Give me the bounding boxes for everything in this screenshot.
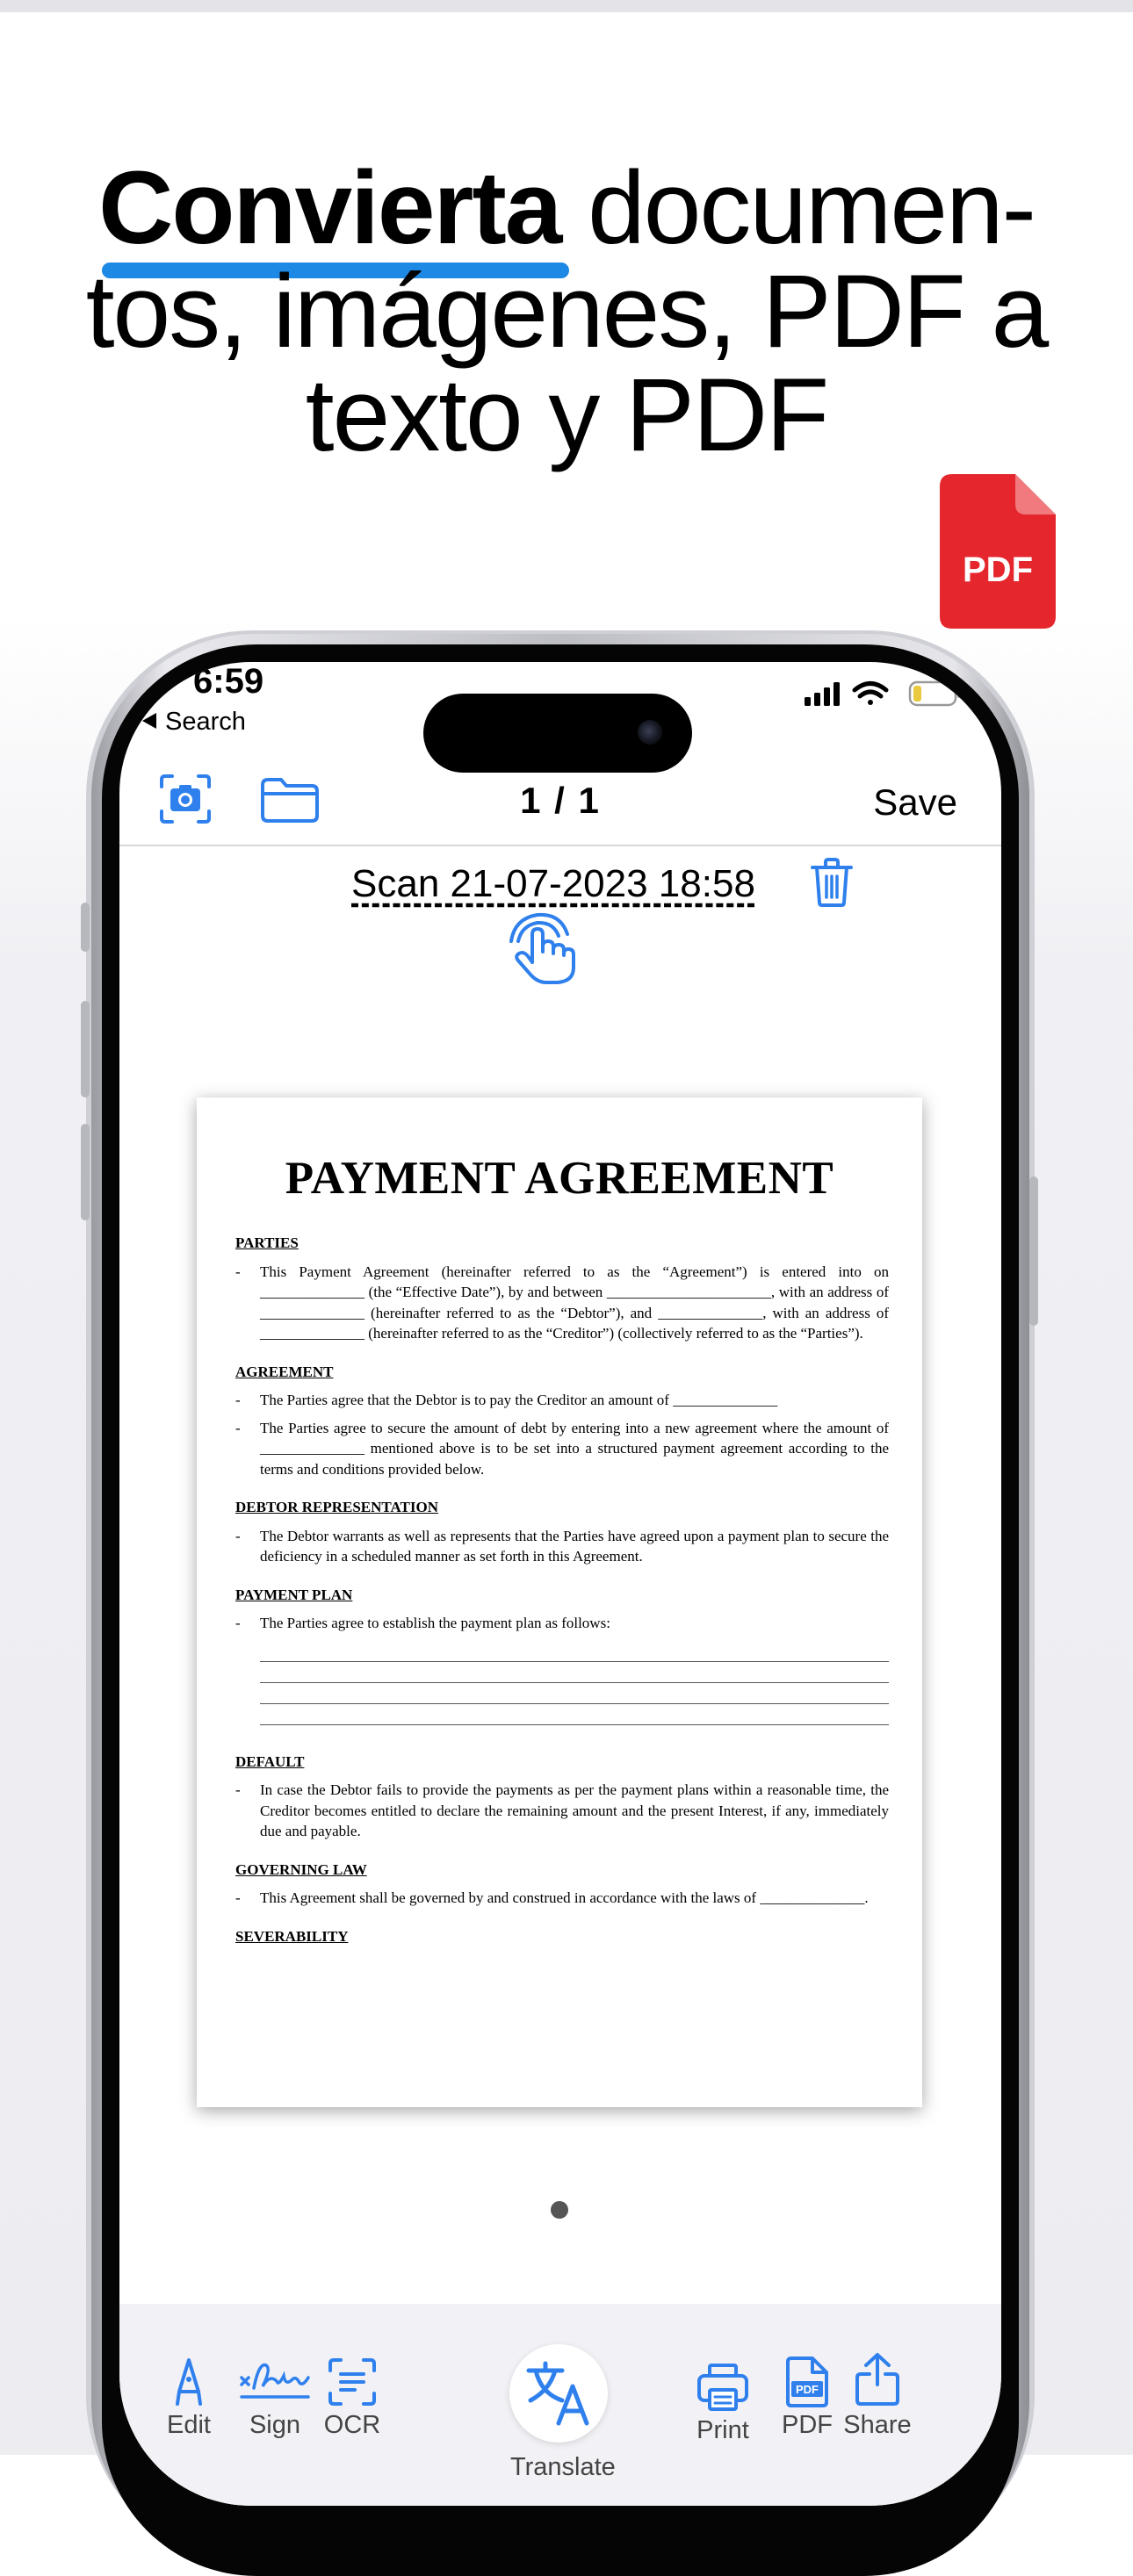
edit-label: Edit xyxy=(167,2411,211,2439)
document-name[interactable]: Scan 21-07-2023 18:58 xyxy=(351,862,755,905)
headline-line-2: tos, imágenes, PDF a xyxy=(85,254,1048,370)
battery-icon xyxy=(910,682,961,705)
ocr-label: OCR xyxy=(323,2411,381,2439)
headline-highlight: Convierta xyxy=(98,150,560,266)
share-button[interactable] xyxy=(829,2351,926,2440)
wifi-icon xyxy=(855,684,886,706)
back-to-search[interactable] xyxy=(142,708,246,737)
ocr-scan-icon xyxy=(327,2357,378,2407)
bottom-toolbar xyxy=(119,2304,1001,2506)
blank-line xyxy=(260,1662,889,1683)
print-label: Print xyxy=(696,2416,749,2444)
phone-volume-down xyxy=(81,1124,90,1220)
section-heading-severability: SEVERABILITY xyxy=(235,1927,349,1945)
front-camera xyxy=(638,720,662,745)
trash-icon[interactable] xyxy=(810,857,854,908)
section-heading-default: DEFAULT xyxy=(235,1752,305,1770)
blank-line xyxy=(260,1641,889,1662)
ocr-button[interactable] xyxy=(304,2357,401,2440)
section-heading-payment-plan: PAYMENT PLAN xyxy=(235,1586,353,1603)
status-time: 6:59 xyxy=(193,662,264,701)
clause-item: - The Parties agree to secure the amount of debt by entering into a new agreement where the amount of ______________ mentioned above is to be set into a structured payment agreement according to the terms and conditions provided below. xyxy=(235,1419,889,1478)
share-icon xyxy=(854,2351,901,2407)
printer-icon xyxy=(696,2362,750,2413)
pdf-doc-icon xyxy=(786,2357,828,2407)
blank-line xyxy=(260,1704,889,1725)
nav-bar xyxy=(119,753,1001,846)
pdf-file-icon xyxy=(940,474,1056,629)
section-heading-parties: PARTIES xyxy=(235,1234,299,1251)
signature-icon xyxy=(238,2357,312,2407)
clause-item: - The Parties agree to establish the payment plan as follows: xyxy=(235,1615,610,1631)
headline-line-3: texto y PDF xyxy=(305,357,828,473)
section-heading-debtor: DEBTOR REPRESENTATION xyxy=(235,1499,438,1515)
sign-label: Sign xyxy=(249,2411,301,2439)
page-indicator: 1 / 1 xyxy=(520,780,601,821)
pdf-badge-label: PDF xyxy=(963,550,1033,589)
clause-item: - This Payment Agreement (hereinafter referred to as the “Agreement”) is entered into on ______________ (the “Effective Date”), by and between ______________________, with an address of ______________ (hereinafter referred to as the “Debtor”), and ______________, with an address of ______________ (hereinafter referred to as the “Creditor”) (collectively referred to as the “Parties”). xyxy=(235,1263,889,1342)
headline-line-1 xyxy=(0,150,1133,266)
document-title: PAYMENT AGREEMENT xyxy=(285,1153,834,1204)
translate-icon xyxy=(509,2344,608,2443)
blank-line xyxy=(260,1683,889,1704)
translate-label: Translate xyxy=(510,2453,616,2481)
section-heading-governing-law: GOVERNING LAW xyxy=(235,1860,367,1878)
section-heading-agreement: AGREEMENT xyxy=(235,1363,334,1380)
phone-side-button xyxy=(81,903,90,952)
print-button[interactable] xyxy=(675,2362,771,2445)
signal-icon xyxy=(805,682,840,706)
edit-button[interactable] xyxy=(141,2357,237,2440)
share-label: Share xyxy=(843,2411,912,2439)
pdf-label: PDF xyxy=(782,2411,833,2439)
headline-line-1-rest: documen- xyxy=(560,150,1035,266)
top-strip xyxy=(0,0,1133,12)
clause-item: - The Debtor warrants as well as represents that the Parties have agreed upon a payment plan to secure the deficiency in a scheduled manner as set forth in this Agreement. xyxy=(235,1527,889,1565)
headline xyxy=(0,150,1133,473)
pdf-icon-label: PDF xyxy=(796,2383,819,2396)
pen-icon xyxy=(167,2357,211,2407)
clause-item: - This Agreement shall be governed by and construed in accordance with the laws of ______________. xyxy=(235,1889,869,1906)
document-body xyxy=(235,1233,889,1954)
phone-power-button xyxy=(1029,1176,1038,1326)
status-icons xyxy=(805,680,961,708)
page-dot-indicator xyxy=(551,2201,568,2219)
back-label: Search xyxy=(165,708,246,736)
back-arrow-icon xyxy=(142,713,156,729)
clause-item: - The Parties agree that the Debtor is to pay the Creditor an amount of ______________ xyxy=(235,1392,778,1408)
phone-screen xyxy=(119,662,1001,2506)
save-button[interactable]: Save xyxy=(873,781,957,823)
clause-item: - In case the Debtor fails to provide the payments as per the payment plans within a reasonable time, the Creditor becomes entitled to declare the remaining amount and the present Interest, if any, immediately due and payable. xyxy=(235,1781,889,1839)
document-page[interactable] xyxy=(197,1097,922,2107)
translate-label-wrap xyxy=(510,2453,616,2482)
tap-hand-icon xyxy=(499,911,587,985)
phone-volume-up xyxy=(81,1001,90,1097)
translate-button[interactable] xyxy=(509,2344,608,2443)
